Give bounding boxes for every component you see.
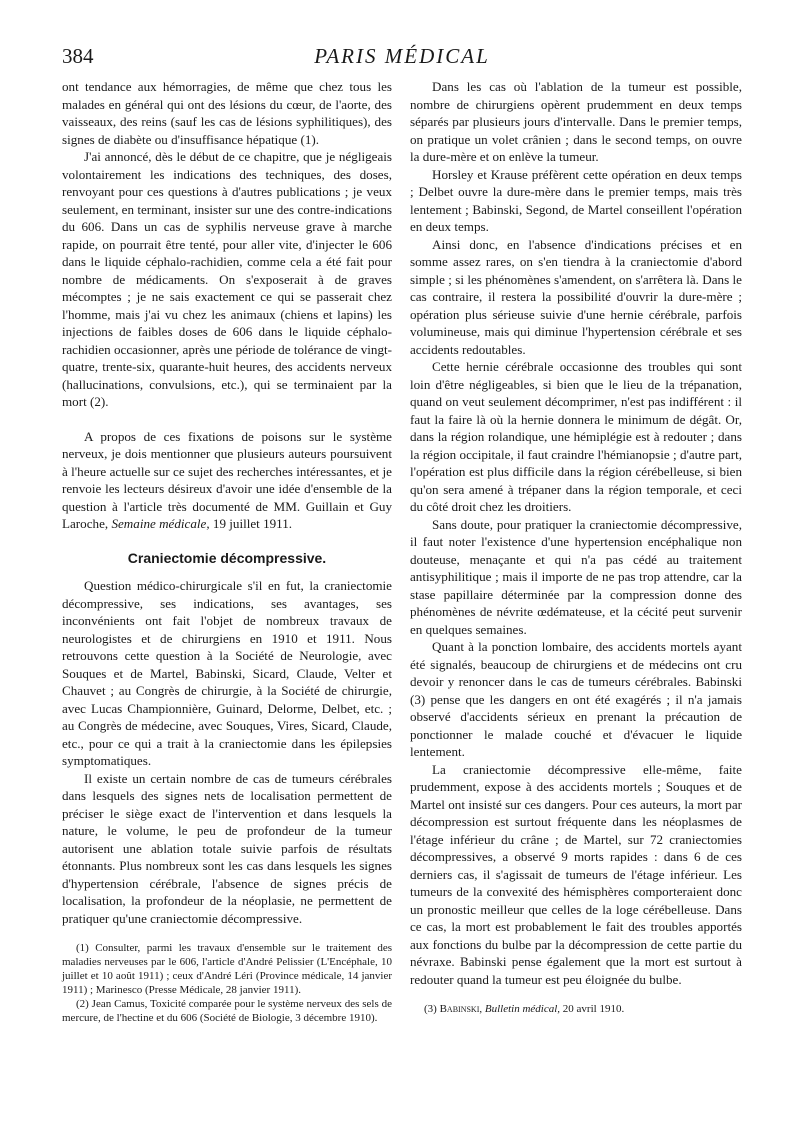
- journal-title: Semaine médicale,: [111, 516, 210, 531]
- paragraph: Ainsi donc, en l'absence d'indications précises et en somme assez rares, on s'en tiendra à la craniectomie d'abord simple ; si les phénomènes s'amendent, on s'arrêtera là. Dans le cas contraire, il restera la possibilité d'ouvrir la dure-mère ; opération plus sérieuse suivie d'une hernie cérébrale, parfois volumineuse, mais qui diminue l'hypertension cérébrale et ses accidents redoutables.: [410, 236, 742, 357]
- paragraph: Cette hernie cérébrale occasionne des troubles qui sont loin d'être négligeables, si bien que le lieu de la trépanation, quand on veut seulement décomprimer, n'est pas indifférent : il faut la faire là où la hernie donnera le minimum de dégât. Or, dans la région rolandique, une hémiplégie est à redouter ; dans la région occipitale, il faut craindre l'hémianopsie ; d'autre part, l'opération est plus difficile dans la région cérébelleuse, si bien qu'on sera amené à trépaner dans la région temporale, et ceci du côté droit chez les droitiers.: [410, 359, 742, 514]
- paragraph: Il existe un certain nombre de cas de tumeurs cérébrales dans lesquels des signes nets de localisation permettent de préciser le siège exact de l'intervention et dans lesquels la nature, le volume, le peu de profondeur de la tumeur autorisent une ablation totale suivie parfois de résultats étonnants. Plus nombreux sont les cas dans lesquels les signes d'hypertension cérébrale, l'absence de signes précis de localisation, la profondeur de la néoplasie, ne permettent de pratiquer qu'une craniectomie décompressive.: [62, 770, 392, 926]
- footnotes: [62, 941, 392, 1025]
- paragraph: Quant à la ponction lombaire, des accidents mortels ayant été signalés, beaucoup de chirurgiens et de médecins ont cru devoir y renoncer dans le cas de tumeurs cérébrales. Babinski (3) pense que les dangers en ont été exagérés ; il n'a jamais observé d'accidents sérieux en prenant la précaution de ponctionner le malade couché et d'évacuer le liquide lentement.: [410, 639, 742, 759]
- journal-title: Bulletin médical,: [484, 1003, 561, 1015]
- section-heading: Craniectomie décompressive.: [127, 549, 327, 566]
- footnote: [410, 1002, 742, 1016]
- footnote-text: 20 avril 1910.: [560, 1003, 625, 1015]
- paragraph: Horsley et Krause préfèrent cette opération en deux temps ; Delbet ouvre la dure-mère dans le premier temps, mais très lentement ; Babinski, Segond, de Martel conseillent l'opération en deux temps.: [410, 166, 742, 234]
- footnote: (2) Jean Camus, Toxicité comparée pour le système nerveux des sels de mercure, de l'hectine et du 606 (Société de Biologie, 3 décembre 1910).: [62, 998, 392, 1024]
- paragraph-text: 19 juillet 1911.: [209, 516, 293, 531]
- page-number: 384: [62, 44, 94, 68]
- left-column: [62, 78, 392, 1025]
- footnote-number: (3): [424, 1003, 440, 1015]
- running-title: PARIS MÉDICAL: [314, 44, 490, 68]
- paragraph: Dans les cas où l'ablation de la tumeur est possible, nombre de chirurgiens opèrent prudemment en deux temps séparés par plusieurs jours d'intervalle. Dans le premier temps, on pratique un volet crânien ; dans le second temps, on ouvre la dure-mère et on enlève la tumeur.: [410, 79, 742, 164]
- paragraph: La craniectomie décompressive elle-même, faite prudemment, expose à des accidents mortels ; Souques et de Martel ont insisté sur ces dangers. Pour ces auteurs, la mort par décompression est surtout fréquente dans les néoplasmes de l'étage inférieur du crâne ; de Martel, sur 72 craniectomies décompressives, a observé 9 morts rapides : dans 6 de ces derniers cas, il s'agissait de tumeurs de l'étage inférieur. Les tumeurs de la convexité des hémisphères comporteraient donc un pronostic meilleur que celles de la loge cérébelleuse. Dans ce cas, la mort est probablement le fait des troubles apportés aux fonctions du bulbe par la décompression de cette partie du névraxe. Babinski pense également que la mort est surtout à redouter quand la tumeur est peu éloignée du bulbe.: [410, 761, 742, 987]
- footnote-author: Babinski,: [439, 1003, 483, 1015]
- footnote: (1) Consulter, parmi les travaux d'ensemble sur le traitement des maladies nerveuses par le 606, l'article d'André Pelissier (L'Encéphale, 10 juillet et 10 août 1911) ; ceux d'André Léri (Province médicale, 14 janvier 1911) ; Marinesco (Presse Médicale, 28 janvier 1911).: [62, 942, 392, 996]
- footnotes: [410, 1002, 742, 1016]
- paragraph: J'ai annoncé, dès le début de ce chapitre, que je négligeais volontairement les indications des techniques, des doses, renvoyant pour ces questions à d'autres publications ; je veux seulement, en terminant, insister sur une des contre-indications du 606. Dans un cas de syphilis nerveuse grave à marche rapide, on pourrait être tenté, pour aller vite, d'injecter le 606 dans le liquide céphalo-rachidien, comme cela a été fait pour nombre de médicaments. On s'exposerait à de graves mécomptes ; je ne sais exactement ce qui se passerait chez l'homme, mais j'ai vu chez les animaux (chiens et lapins) les injections de faibles doses de 606 dans le liquide céphalo-rachidien occasionner, après une période de tolérance de vingt-quatre, trente-six, quarante-huit heures, des accidents nerveux (hallucinations, convulsions, etc.), qui se terminaient par la mort (2).: [62, 149, 392, 409]
- paragraph: Question médico-chirurgicale s'il en fut, la craniectomie décompressive, ses indications, ses avantages, ses inconvénients ont fait l'objet de nombreux travaux de neurologistes et de chirurgiens en 1910 et 1911. Nous retrouvons cette question à la Société de Neurologie, avec Souques et de Martel, Babinski, Sicard, Claude, Velter et Chauvet ; au Congrès de chirurgie, à la Société de chirurgie, avec Lucas Championnière, Guinard, Delorme, Delbet, etc. ; au Congrès de médecine, avec Souques, Vires, Sicard, Claude, etc., pour ce qui a trait à la craniectomie dans les épilepsies symptomatiques.: [62, 578, 392, 768]
- page-header: [62, 44, 742, 72]
- paragraph: ont tendance aux hémorragies, de même que chez tous les malades en général qui ont des lésions du cœur, de l'aorte, des vaisseaux, des reins (sauf les cas de lésions syphilitiques), des signes de diabète ou d'insuffisance hépatique (1).: [62, 79, 392, 147]
- paragraph: Sans doute, pour pratiquer la craniectomie décompressive, il faut noter l'existence d'une hypertension encéphalique non douteuse, menaçante et qui n'a pas cédé au traitement antisyphilitique ; mais il importe de ne pas trop attendre, car la stase papillaire déterminée par la compression donne des phénomènes de névrite œdémateuse, et la cécité peut survenir en quelques semaines.: [410, 516, 742, 637]
- paragraph-text: A propos de ces fixations de poisons sur le système nerveux, je dois mentionner que plusieurs auteurs poursuivent à l'heure actuelle sur ce sujet des recherches intéressantes, et je renvoie les lecteurs désireux d'avoir une idée d'ensemble de la question à l'article très documenté de MM. Guillain et Guy Laroche,: [62, 428, 392, 531]
- right-column: [410, 78, 742, 1016]
- paragraph: [62, 428, 392, 533]
